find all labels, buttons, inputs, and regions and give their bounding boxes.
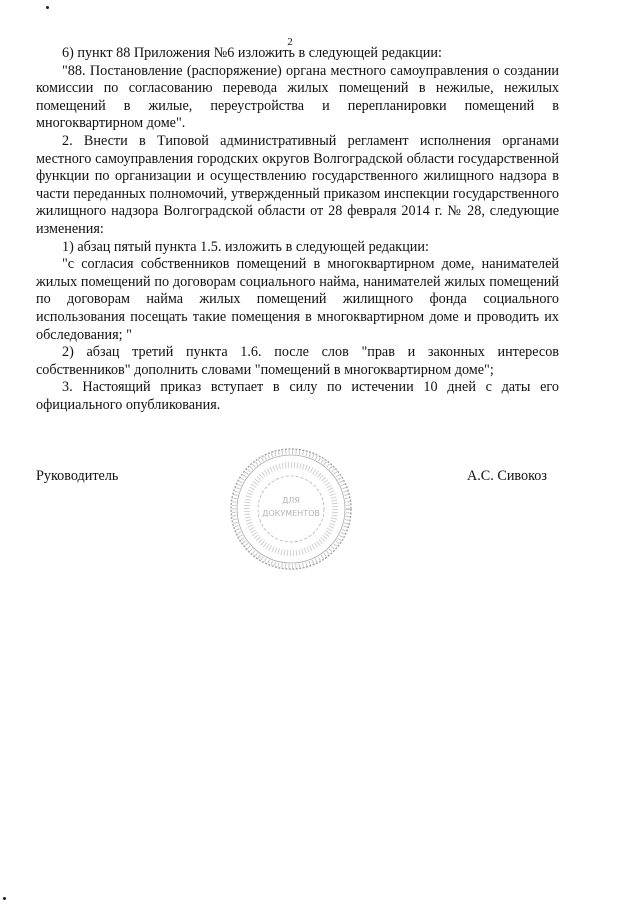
paragraph-item-88-text: "88. Постановление (распоряжение) органа местного самоуправления о создании комиссии по согласованию перевода жилых помещений в нежилые, нежилых помещений в жилые, переустройства и перепланировки помещений в многоквартирном доме". [36,62,559,132]
paragraph-3-effective: 3. Настоящий приказ вступает в силу по истечении 10 дней с даты его официального опубликования. [36,379,559,413]
paragraph-item-6: 6) пункт 88 Приложения №6 изложить в следующей редакции: [62,45,442,61]
stamp-text-line-2: ДОКУМЕНТОВ [262,509,320,518]
paragraph-sub-2: 2) абзац третий пункта 1.6. после слов "прав и законных интересов собственников" дополнить словами "помещений в многоквартирном доме"; [36,344,559,378]
signatory-title: Руководитель [36,468,119,484]
paragraph-sub-1-text: "с согласия собственников помещений в многоквартирном доме, нанимателей жилых помещений по договорам социального найма, нанимателей жилых помещений по договорам найма жилых помещений жилищного фонда социального использования посещать такие помещения в многоквартирном доме и проводить их обследования; " [36,256,559,343]
signatory-name: А.С. Сивокоз [467,468,547,484]
scan-speck [3,897,6,900]
page-number: 2 [287,36,293,48]
scan-speck [46,6,49,9]
stamp-text-line-1: ДЛЯ [282,496,300,505]
paragraph-sub-1: 1) абзац пятый пункта 1.5. изложить в следующей редакции: [62,238,429,255]
official-seal-stamp [227,445,355,573]
document-body [36,45,559,414]
paragraph-2-amendment: 2. Внести в Типовой административный регламент исполнения органами местного самоуправления городских округов Волгоградской области государственной функции по организации и осуществлению государственного жилищного надзора в части переданных полномочий, утвержденный приказом инспекции государственного жилищного надзора Волгоградской области от 28 февраля 2014 г. № 28, следующие изменения: [36,132,559,237]
